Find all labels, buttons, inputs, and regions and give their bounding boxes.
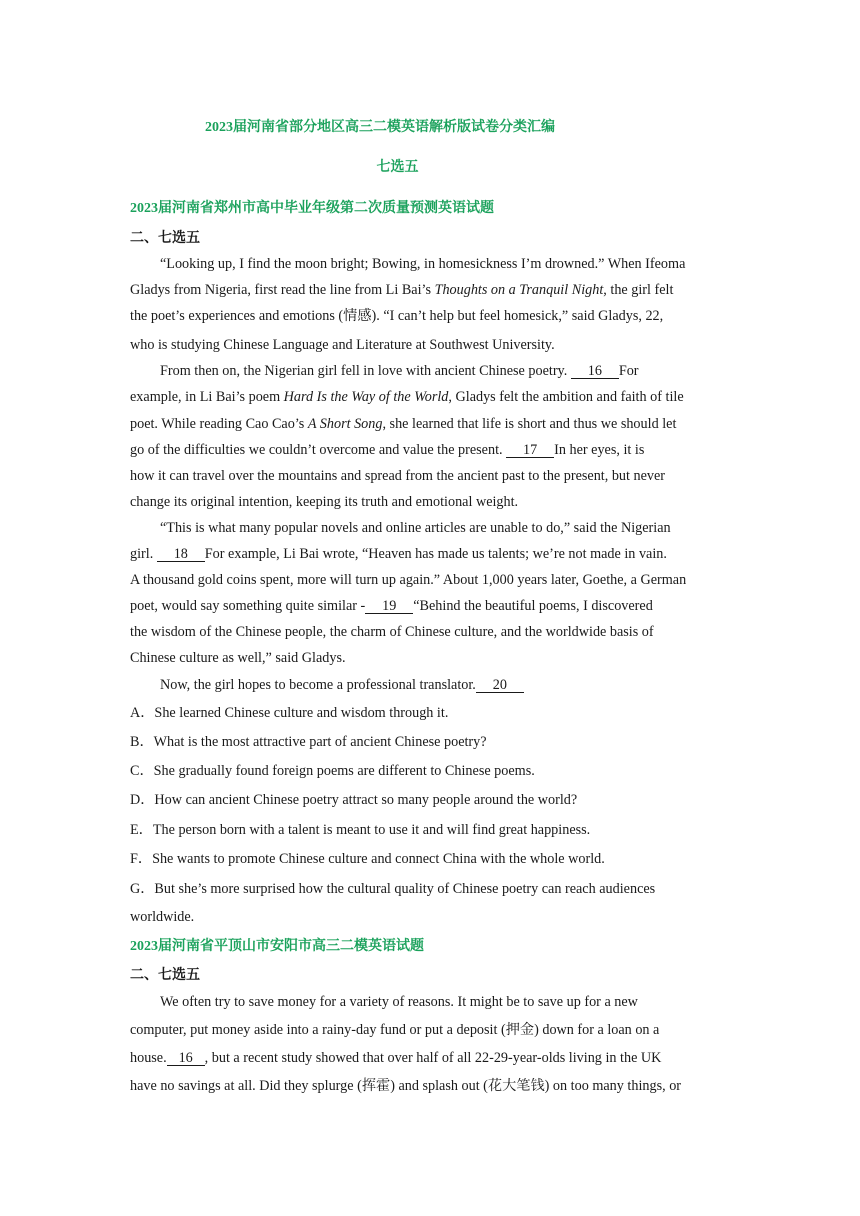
section-heading: 2023届河南省平顶山市安阳市高三二模英语试题 (130, 939, 424, 954)
option-b: B．What is the most attractive part of ancient Chinese poetry? (130, 734, 487, 750)
option-c: C．She gradually found foreign poems are different to Chinese poems. (130, 763, 535, 779)
paragraph-line: From then on, the Nigerian girl fell in love with ancient Chinese poetry. 16 For (160, 363, 639, 379)
document-title: 2023届河南省部分地区高三二模英语解析版试卷分类汇编 (205, 120, 555, 135)
paragraph-line: poet, would say something quite similar - 19 “Behind the beautiful poems, I discovered (130, 598, 653, 614)
option-g: G．But she’s more surprised how the cultural quality of Chinese poetry can reach audiences (130, 881, 656, 897)
blank-19: 19 (365, 599, 413, 614)
paragraph-line: Now, the girl hopes to become a professional translator. 20 (160, 676, 524, 694)
paragraph-line: go of the difficulties we couldn’t overcome and value the present. 17 In her eyes, it is (130, 442, 645, 458)
document-subtitle: 七选五 (376, 160, 419, 175)
paragraph-line: Chinese culture as well,” said Gladys. (130, 650, 346, 666)
paragraph-line: who is studying Chinese Language and Literature at Southwest University. (130, 337, 555, 353)
paragraph-line: poet. While reading Cao Cao’s A Short Song, she learned that life is short and thus we should let (130, 416, 677, 432)
blank-17: 17 (506, 443, 554, 458)
paragraph-line: “Looking up, I find the moon bright; Bowing, in homesickness I’m drowned.” When Ifeoma (160, 256, 686, 272)
paragraph-line: A thousand gold coins spent, more will turn up again.” About 1,000 years later, Goethe, a German (130, 572, 687, 588)
poem-title: A Short Song (307, 416, 383, 432)
blank-16: 16 (167, 1051, 205, 1066)
paragraph-line: have no savings at all. Did they splurge (挥霍) and splash out (花大笔钱) on too many things, or (130, 1078, 682, 1094)
option-g-continued: worldwide. (130, 909, 195, 925)
paragraph-line: change its original intention, keeping its truth and emotional weight. (130, 494, 519, 510)
paragraph-line: how it can travel over the mountains and spread from the ancient past to the present, but never (130, 468, 666, 484)
paragraph-line: example, in Li Bai’s poem Hard Is the Way of the World, Gladys felt the ambition and faith of tile (130, 389, 684, 405)
poem-title: Hard Is the Way of the World (283, 389, 449, 405)
option-d: D．How can ancient Chinese poetry attract so many people around the world? (130, 792, 578, 808)
section-heading: 2023届河南省郑州市高中毕业年级第二次质量预测英语试题 (130, 201, 494, 216)
paragraph-line: computer, put money aside into a rainy-day fund or put a deposit (押金) down for a loan on a (130, 1022, 660, 1038)
blank-20: 20 (476, 678, 524, 693)
part-label: 二、七选五 (130, 968, 200, 983)
paragraph-line: the poet’s experiences and emotions (情感). “I can’t help but feel homesick,” said Gladys, 22, (130, 308, 664, 324)
paragraph-line: the wisdom of the Chinese people, the charm of Chinese culture, and the worldwide basis of (130, 624, 654, 640)
option-e: E．The person born with a talent is meant to use it and will find great happiness. (130, 822, 591, 838)
poem-title: Thoughts on a Tranquil Night (434, 282, 604, 298)
paragraph-line: Gladys from Nigeria, first read the line from Li Bai’s Thoughts on a Tranquil Night, the girl felt (130, 282, 674, 298)
option-f: F．She wants to promote Chinese culture and connect China with the whole world. (130, 851, 605, 867)
option-a: A．She learned Chinese culture and wisdom through it. (130, 705, 449, 721)
blank-18: 18 (157, 547, 205, 562)
paragraph-line: “This is what many popular novels and online articles are unable to do,” said the Nigerian (160, 520, 671, 536)
paragraph-line: house. 16 , but a recent study showed that over half of all 22-29-year-olds living in the UK (130, 1050, 662, 1066)
paragraph-line: girl. 18 For example, Li Bai wrote, “Heaven has made us talents; we’re not made in vain. (130, 546, 667, 562)
part-label: 二、七选五 (130, 231, 200, 246)
paragraph-line: We often try to save money for a variety of reasons. It might be to save up for a new (160, 994, 638, 1010)
blank-16: 16 (571, 364, 619, 379)
